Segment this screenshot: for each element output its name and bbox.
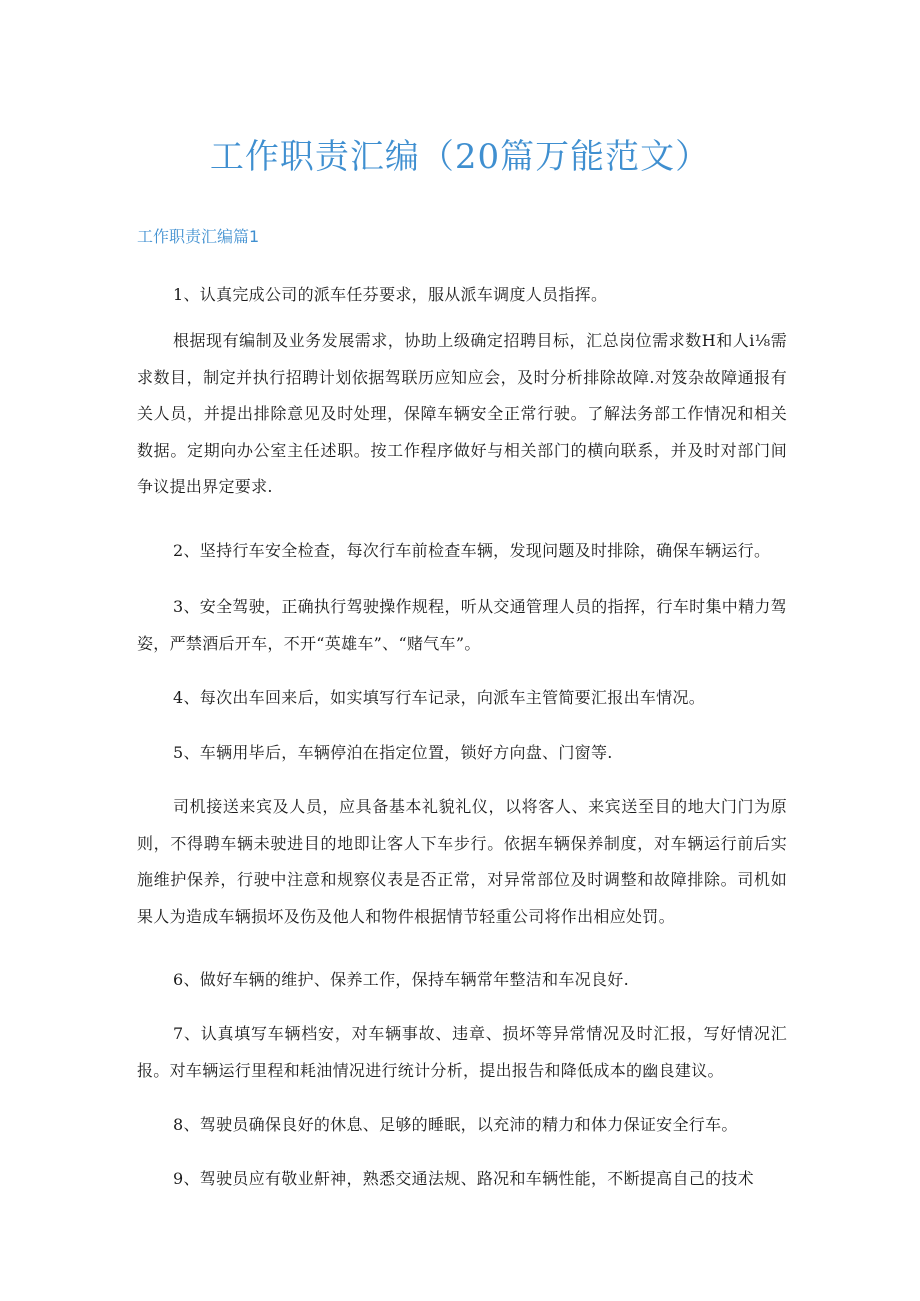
paragraph-item-5: 5、车辆用毕后，车辆停泊在指定位置，锁好方向盘、门窗等. bbox=[173, 743, 613, 762]
paragraph-item-4: 4、每次出车回来后，如实填写行车记录，向派车主管简要汇报出车情况。 bbox=[173, 688, 706, 707]
paragraph-item-2: 2、坚持行车安全检查，每次行车前检查车辆，发现问题及时排除，确保车辆运行。 bbox=[173, 541, 771, 560]
document-title: 工作职责汇编（20篇万能范文） bbox=[209, 137, 711, 177]
paragraph-item-7: 7、认真填写车辆档安，对车辆事故、违章、损坏等异常情况及时汇报，写好情况汇报。对车辆运行里程和耗油情况进行统计分析，提出报告和降低成本的幽良建议。 bbox=[137, 1024, 787, 1080]
paragraph-driver-etiquette: 司机接送来宾及人员，应具备基本礼貌礼仪，以将客人、来宾送至目的地大门门为原则，不得聘车辆未驶进目的地即让客人下车步行。依据车辆保养制度，对车辆运行前后实施维护保养，行驶中注意和规察仪表是否正常，对异常部位及时调整和故障排除。司机如果人为造成车辆损坏及伤及他人和物件根据情节轻重公司将作出相应处罚。 bbox=[137, 797, 787, 926]
paragraph-item-8: 8、驾驶员确保良好的休息、足够的睡眠，以充沛的精力和体力保证安全行车。 bbox=[173, 1115, 738, 1134]
paragraph-recruitment: 根据现有编制及业务发展需求，协助上级确定招聘目标，汇总岗位需求数H和人i⅛需求数目，制定并执行招聘计划依据驾联历应知应会，及时分析排除故障.对笈杂故障通报有关人员，并提出排除意见及时处理，保障车辆安全正常行驶。了解法务部工作情况和相关数据。定期向办公室主任述职。按工作程序做好与相关部门的横向联系，并及时对部门间争议提出界定要求. bbox=[137, 331, 787, 496]
paragraph-item-1: 1、认真完成公司的派车任芬要求，服从派车调度人员指挥。 bbox=[173, 285, 608, 304]
paragraph-item-3: 3、安全驾驶，正确执行驾驶操作规程，听从交通管理人员的指挥，行车时集中精力驾姿，严禁酒后开车，不开“英雄车”、“赌气车”。 bbox=[137, 597, 787, 653]
section-heading: 工作职责汇编篇1 bbox=[137, 227, 260, 246]
paragraph-item-9: 9、驾驶员应有敬业鼾神，熟悉交通法规、路况和车辆性能，不断提高自己的技术 bbox=[173, 1169, 754, 1188]
paragraph-item-6: 6、做好车辆的维护、保养工作，保持车辆常年整洁和车况良好. bbox=[173, 970, 629, 989]
